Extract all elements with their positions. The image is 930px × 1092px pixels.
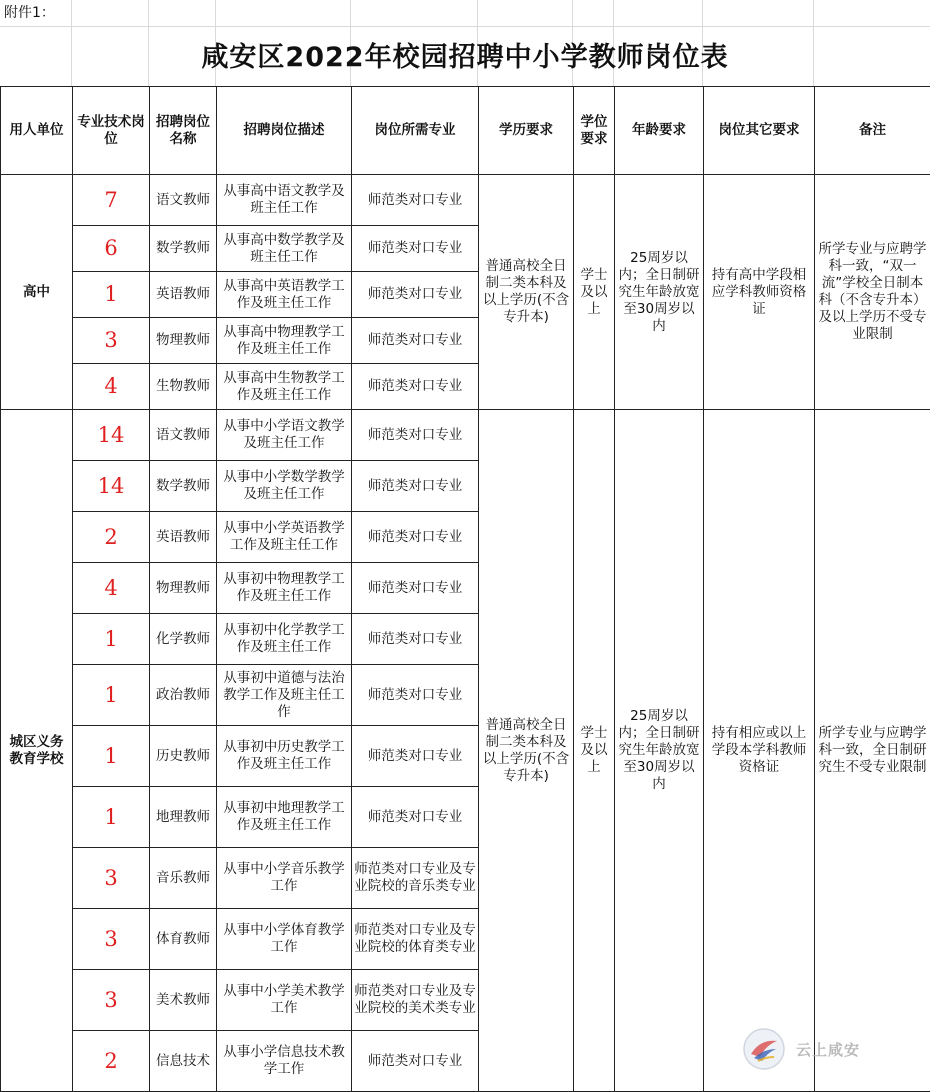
major-cell: 师范类对口专业 (352, 364, 479, 410)
count-cell: 4 (73, 563, 150, 614)
description-cell: 从事中小学数学教学及班主任工作 (217, 461, 352, 512)
education-cell: 普通高校全日制二类本科及以上学历(不含专升本) (479, 410, 574, 1092)
major-cell: 师范类对口专业 (352, 175, 479, 226)
remarks-cell: 所学专业与应聘学科一致，“双一流”学校全日制本科（不含专升本）及以上学历不受专业限制 (815, 175, 930, 410)
description-cell: 从事中小学美术教学工作 (217, 970, 352, 1031)
major-cell: 师范类对口专业及专业院校的体育类专业 (352, 909, 479, 970)
major-cell: 师范类对口专业 (352, 512, 479, 563)
description-cell: 从事小学信息技术教学工作 (217, 1031, 352, 1092)
header-remarks: 备注 (815, 87, 930, 175)
post-cell: 化学教师 (150, 614, 217, 665)
header-row (1, 87, 930, 175)
post-cell: 体育教师 (150, 909, 217, 970)
header-post-name: 招聘岗位名称 (150, 87, 217, 175)
description-cell: 从事初中化学教学工作及班主任工作 (217, 614, 352, 665)
watermark-text: 云上咸安 (796, 1039, 860, 1060)
header-major: 岗位所需专业 (352, 87, 479, 175)
post-cell: 英语教师 (150, 512, 217, 563)
post-cell: 信息技术 (150, 1031, 217, 1092)
major-cell: 师范类对口专业 (352, 318, 479, 364)
description-cell: 从事高中语文教学及班主任工作 (217, 175, 352, 226)
description-cell: 从事高中数学教学及班主任工作 (217, 226, 352, 272)
count-cell: 1 (73, 726, 150, 787)
count-cell: 1 (73, 272, 150, 318)
count-cell: 1 (73, 665, 150, 726)
post-cell: 地理教师 (150, 787, 217, 848)
count-cell: 1 (73, 787, 150, 848)
other-requirements-cell: 持有高中学段相应学科教师资格证 (704, 175, 815, 410)
major-cell: 师范类对口专业 (352, 614, 479, 665)
count-cell: 14 (73, 461, 150, 512)
post-cell: 历史教师 (150, 726, 217, 787)
count-cell: 3 (73, 909, 150, 970)
post-cell: 政治教师 (150, 665, 217, 726)
degree-cell: 学士及以上 (574, 175, 615, 410)
remarks-cell: 所学专业与应聘学科一致，全日制研究生不受专业限制 (815, 410, 930, 1092)
count-cell: 1 (73, 614, 150, 665)
description-cell: 从事高中生物教学工作及班主任工作 (217, 364, 352, 410)
header-description: 招聘岗位描述 (217, 87, 352, 175)
description-cell: 从事初中物理教学工作及班主任工作 (217, 563, 352, 614)
count-cell: 2 (73, 512, 150, 563)
description-cell: 从事高中物理教学工作及班主任工作 (217, 318, 352, 364)
watermark (742, 1027, 860, 1071)
post-cell: 物理教师 (150, 563, 217, 614)
degree-cell: 学士及以上 (574, 410, 615, 1092)
yunshang-xianan-logo-icon (742, 1027, 786, 1071)
header-age: 年龄要求 (615, 87, 704, 175)
major-cell: 师范类对口专业 (352, 410, 479, 461)
post-cell: 语文教师 (150, 410, 217, 461)
other-requirements-cell: 持有相应或以上学段本学科教师资格证 (704, 410, 815, 1092)
major-cell: 师范类对口专业 (352, 272, 479, 318)
major-cell: 师范类对口专业 (352, 563, 479, 614)
header-other: 岗位其它要求 (704, 87, 815, 175)
count-cell: 3 (73, 318, 150, 364)
post-cell: 英语教师 (150, 272, 217, 318)
major-cell: 师范类对口专业 (352, 1031, 479, 1092)
description-cell: 从事高中英语教学工作及班主任工作 (217, 272, 352, 318)
recruitment-table (0, 86, 930, 1092)
description-cell: 从事初中历史教学工作及班主任工作 (217, 726, 352, 787)
table-row (1, 175, 930, 226)
table-row (1, 410, 930, 461)
major-cell: 师范类对口专业及专业院校的音乐类专业 (352, 848, 479, 909)
header-degree: 学位要求 (574, 87, 615, 175)
count-cell: 3 (73, 848, 150, 909)
post-cell: 音乐教师 (150, 848, 217, 909)
page-title: 咸安区2022年校园招聘中小学教师岗位表 (0, 36, 930, 80)
unit-cell: 高中 (1, 175, 73, 410)
count-cell: 4 (73, 364, 150, 410)
description-cell: 从事中小学体育教学工作 (217, 909, 352, 970)
age-cell: 25周岁以内；全日制研究生年龄放宽至30周岁以内 (615, 410, 704, 1092)
major-cell: 师范类对口专业 (352, 461, 479, 512)
description-cell: 从事初中地理教学工作及班主任工作 (217, 787, 352, 848)
post-cell: 物理教师 (150, 318, 217, 364)
description-cell: 从事中小学音乐教学工作 (217, 848, 352, 909)
post-cell: 美术教师 (150, 970, 217, 1031)
post-cell: 数学教师 (150, 226, 217, 272)
major-cell: 师范类对口专业 (352, 726, 479, 787)
header-education: 学历要求 (479, 87, 574, 175)
count-cell: 14 (73, 410, 150, 461)
count-cell: 2 (73, 1031, 150, 1092)
age-cell: 25周岁以内；全日制研究生年龄放宽至30周岁以内 (615, 175, 704, 410)
header-count: 专业技术岗位 (73, 87, 150, 175)
major-cell: 师范类对口专业 (352, 665, 479, 726)
major-cell: 师范类对口专业 (352, 226, 479, 272)
description-cell: 从事初中道德与法治教学工作及班主任工作 (217, 665, 352, 726)
count-cell: 6 (73, 226, 150, 272)
description-cell: 从事中小学语文教学及班主任工作 (217, 410, 352, 461)
major-cell: 师范类对口专业及专业院校的美术类专业 (352, 970, 479, 1031)
count-cell: 3 (73, 970, 150, 1031)
post-cell: 语文教师 (150, 175, 217, 226)
header-unit: 用人单位 (1, 87, 73, 175)
attachment-label: 附件1： (4, 4, 57, 22)
unit-cell: 城区义务教育学校 (1, 410, 73, 1092)
major-cell: 师范类对口专业 (352, 787, 479, 848)
post-cell: 生物教师 (150, 364, 217, 410)
education-cell: 普通高校全日制二类本科及以上学历(不含专升本) (479, 175, 574, 410)
count-cell: 7 (73, 175, 150, 226)
post-cell: 数学教师 (150, 461, 217, 512)
description-cell: 从事中小学英语教学工作及班主任工作 (217, 512, 352, 563)
